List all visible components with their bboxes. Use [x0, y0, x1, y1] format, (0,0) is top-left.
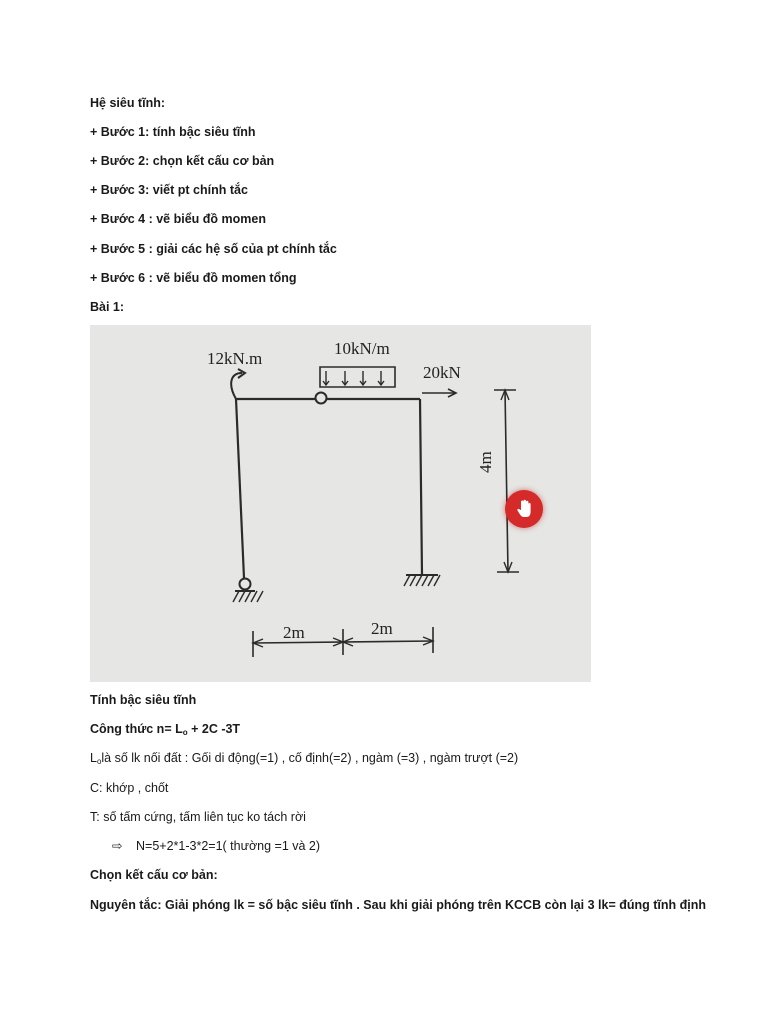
span-left-label: 2m: [283, 623, 305, 642]
section-title: Hệ siêu tĩnh:: [90, 96, 166, 110]
arrow-right-icon: ⇨: [112, 839, 123, 853]
step-5: + Bước 5 : giải các hệ số của pt chính tắc: [90, 242, 337, 256]
moment-label: 12kN.m: [207, 349, 263, 368]
distributed-load-box: [320, 367, 395, 387]
step-1: + Bước 1: tính bậc siêu tĩnh: [90, 125, 256, 139]
t-definition: T: số tấm cứng, tấm liên tục ko tách rời: [90, 810, 306, 824]
heading-primary-structure: Chọn kết cấu cơ bản:: [90, 868, 218, 882]
hinge: [316, 393, 327, 404]
lo-definition: $L_olà$ số lk nối đất : Gối di động(=1) , cố định(=2) , ngàm (=3) , ngàm trượt (=2): [90, 751, 519, 766]
step-4: + Bước 4 : vẽ biểu đồ momen: [90, 212, 266, 226]
height-label: 4m: [476, 451, 495, 473]
span-right-label: 2m: [371, 619, 393, 638]
principle-line: Nguyên tắc: Giải phóng lk = số bậc siêu tĩnh . Sau khi giải phóng trên KCCB còn lại 3 lk= đúng tĩnh định: [90, 898, 707, 912]
formula-line: Công thức $n= L_o + 2C$ -3T: [90, 722, 241, 737]
cursor-hand-icon: [505, 490, 543, 528]
left-column: [236, 399, 244, 578]
point-load-label: 20kN: [423, 363, 461, 382]
step-3: + Bước 3: viết pt chính tắc: [90, 183, 248, 197]
calculation-line: ⇨ N=5+2*1-3*2=1( thường =1 và 2): [112, 839, 321, 853]
exercise-title: Bài 1:: [90, 300, 125, 314]
heading-static-indeterminacy: Tính bậc siêu tĩnh: [90, 693, 197, 707]
step-6: + Bước 6 : vẽ biểu đồ momen tổng: [90, 271, 297, 285]
step-2: + Bước 2: chọn kết cấu cơ bản: [90, 154, 275, 168]
frame-diagram: [90, 325, 591, 682]
distributed-load-label: 10kN/m: [334, 339, 390, 358]
c-definition: C: khớp , chốt: [90, 781, 169, 795]
right-column: [420, 399, 422, 575]
height-dimension: [505, 390, 508, 572]
